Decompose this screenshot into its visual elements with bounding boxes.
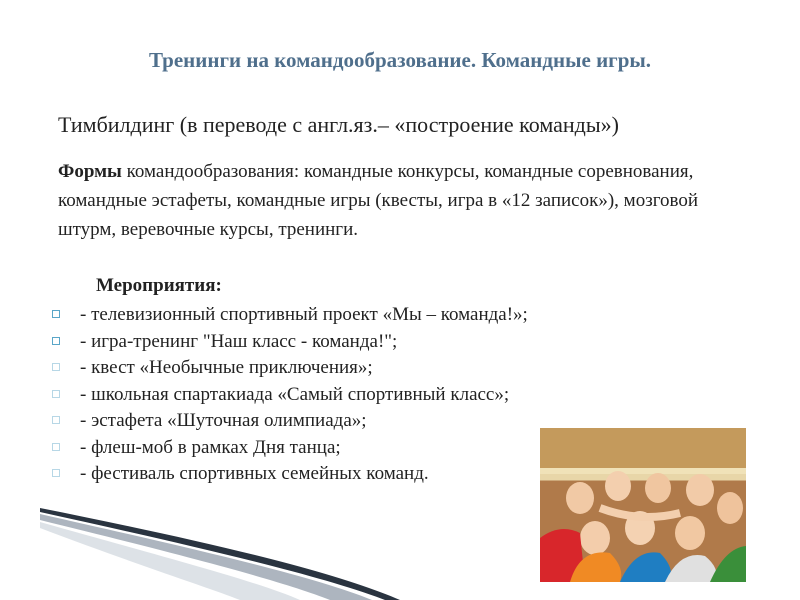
list-item: - школьная спартакиада «Самый спортивный класс»; (52, 382, 528, 409)
events-list (52, 302, 528, 488)
list-item: - фестиваль спортивных семейных команд. (52, 461, 528, 488)
square-bullet-icon (52, 416, 60, 424)
slide-title: Тренинги на командообразование. Командные игры. (148, 48, 652, 72)
list-item: - эстафета «Шуточная олимпиада»; (52, 408, 528, 435)
list-item: - квест «Необычные приключения»; (52, 355, 528, 382)
square-bullet-icon (52, 390, 60, 398)
square-bullet-icon (52, 310, 60, 318)
square-bullet-icon (52, 443, 60, 451)
slide-subtitle: Тимбилдинг (в переводе с англ.яз.– «построение команды») (58, 112, 619, 137)
forms-bold-word: Формы (58, 161, 122, 182)
forms-paragraph (58, 157, 738, 244)
square-bullet-icon (52, 363, 60, 371)
forms-text: командообразования: командные конкурсы, командные соревнования, командные эстафеты, командные игры (квесты, игра в «12 записок»), мозговой штурм, веревочные курсы, тренинги. (58, 161, 699, 240)
list-item: - игра-тренинг "Наш класс - команда!"; (52, 329, 528, 356)
photo-illustration (540, 428, 746, 582)
events-heading: Мероприятия: (96, 275, 222, 296)
square-bullet-icon (52, 469, 60, 477)
children-group-photo (540, 428, 746, 582)
square-bullet-icon (52, 337, 60, 345)
list-item: - телевизионный спортивный проект «Мы – команда!»; (52, 302, 528, 329)
list-item: - флеш-моб в рамках Дня танца; (52, 435, 528, 462)
